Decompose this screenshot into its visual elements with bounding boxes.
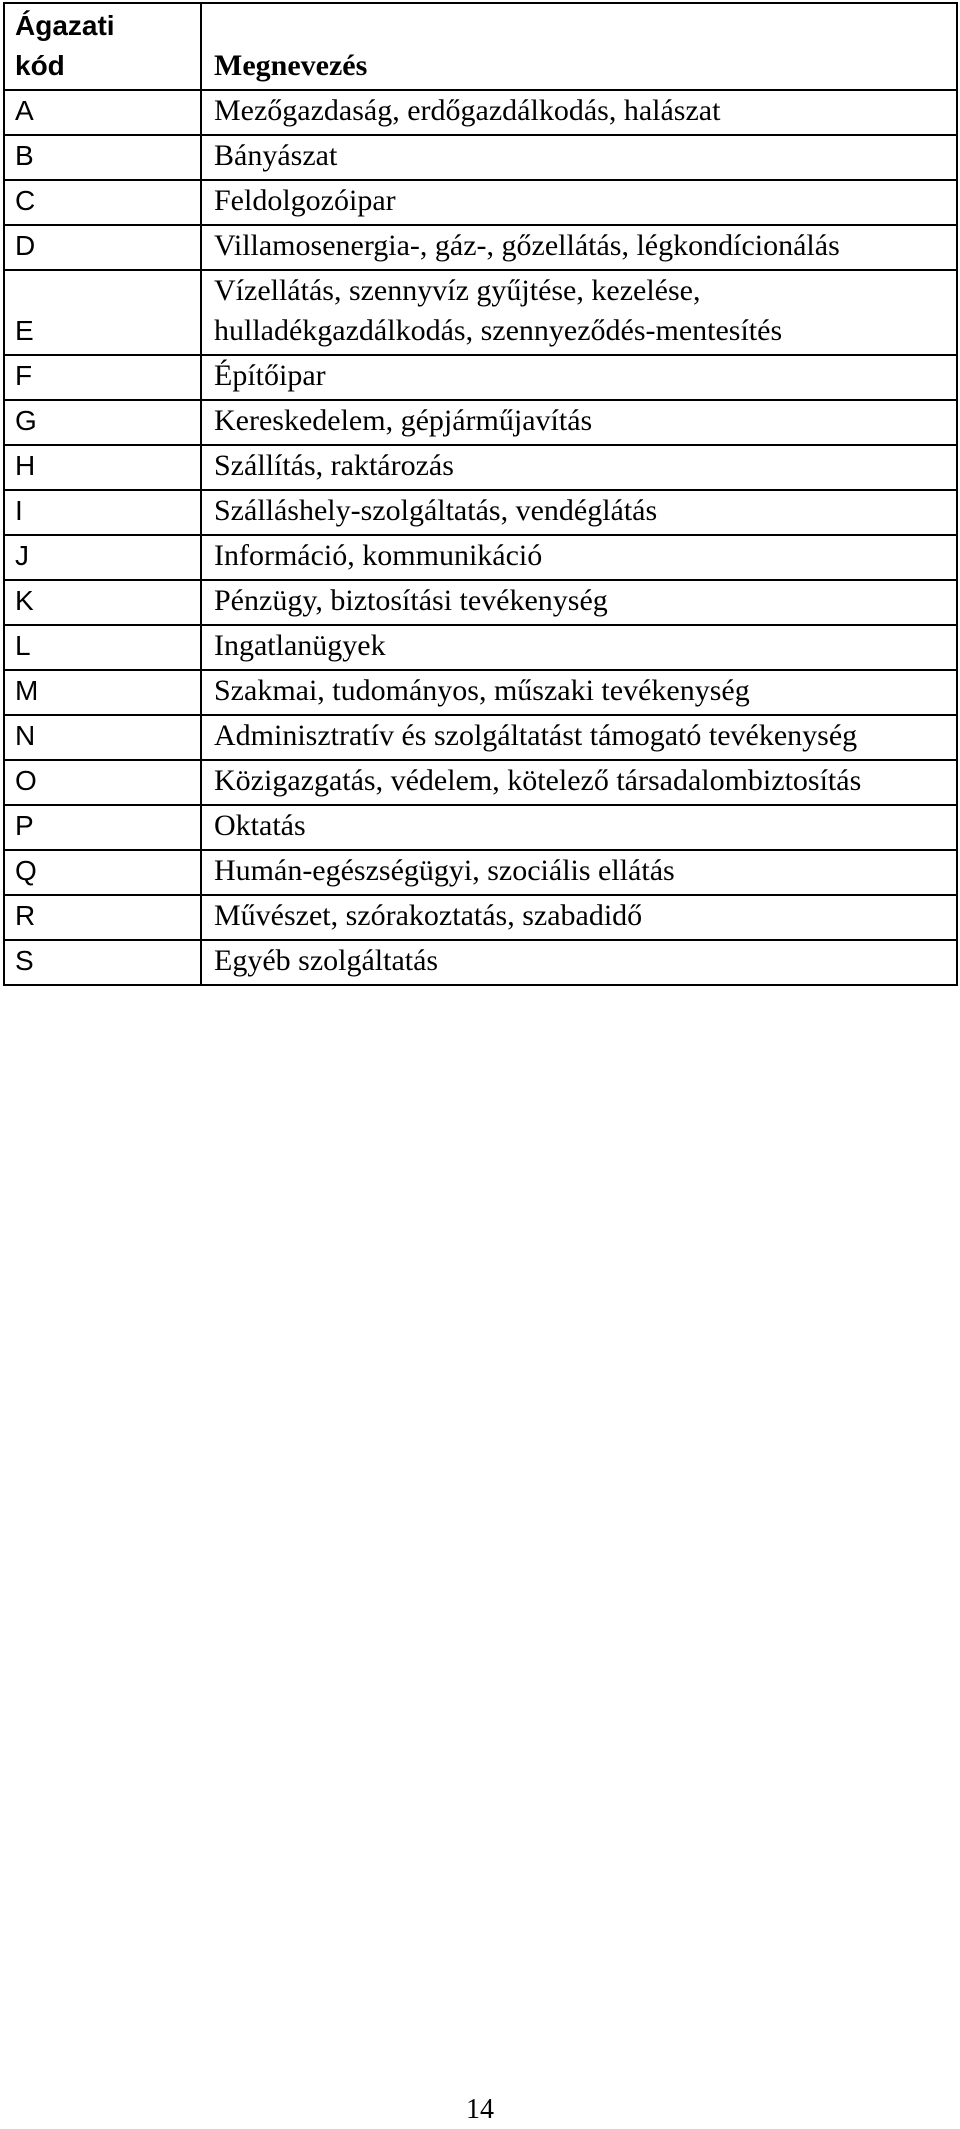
page-number: 14: [466, 2094, 494, 2125]
sector-code: R: [4, 895, 201, 940]
table-row: [4, 135, 957, 180]
table-row: [4, 940, 957, 985]
sector-name: Bányászat: [201, 135, 957, 180]
sector-name: Vízellátás, szennyvíz gyűjtése, kezelése, hulladékgazdálkodás, szennyeződés-mentesítés: [201, 270, 957, 355]
sector-code: Q: [4, 850, 201, 895]
table-row: [4, 670, 957, 715]
table-row: [4, 715, 957, 760]
sector-code: G: [4, 400, 201, 445]
sector-name: Villamosenergia-, gáz-, gőzellátás, légkondícionálás: [201, 225, 957, 270]
table-row: [4, 355, 957, 400]
sector-name: Mezőgazdaság, erdőgazdálkodás, halászat: [201, 90, 957, 135]
table-row: [4, 535, 957, 580]
table-row: [4, 270, 957, 355]
sector-name: Pénzügy, biztosítási tevékenység: [201, 580, 957, 625]
table-header-row: [4, 3, 957, 90]
table-row: [4, 225, 957, 270]
sector-code: S: [4, 940, 201, 985]
sector-code: I: [4, 490, 201, 535]
table-row: [4, 490, 957, 535]
sector-name: Művészet, szórakoztatás, szabadidő: [201, 895, 957, 940]
table-row: [4, 625, 957, 670]
sector-name: Kereskedelem, gépjárműjavítás: [201, 400, 957, 445]
table-row: [4, 895, 957, 940]
sector-name: Feldolgozóipar: [201, 180, 957, 225]
table-row: [4, 580, 957, 625]
sector-name: Információ, kommunikáció: [201, 535, 957, 580]
sector-code: P: [4, 805, 201, 850]
sector-code: O: [4, 760, 201, 805]
sector-code: E: [4, 270, 201, 355]
header-sector-code: Ágazati kód: [4, 3, 201, 90]
sector-code-table: [3, 2, 958, 986]
sector-name: Ingatlanügyek: [201, 625, 957, 670]
sector-code: C: [4, 180, 201, 225]
sector-code: F: [4, 355, 201, 400]
sector-code: K: [4, 580, 201, 625]
table-row: [4, 850, 957, 895]
sector-code: J: [4, 535, 201, 580]
table-row: [4, 760, 957, 805]
table-row: [4, 180, 957, 225]
sector-code: D: [4, 225, 201, 270]
sector-name: Adminisztratív és szolgáltatást támogató tevékenység: [201, 715, 957, 760]
sector-code: N: [4, 715, 201, 760]
table-row: [4, 805, 957, 850]
sector-name: Közigazgatás, védelem, kötelező társadalombiztosítás: [201, 760, 957, 805]
sector-name: Építőipar: [201, 355, 957, 400]
sector-name: Egyéb szolgáltatás: [201, 940, 957, 985]
sector-name: Szállítás, raktározás: [201, 445, 957, 490]
sector-code: H: [4, 445, 201, 490]
sector-name: Humán-egészségügyi, szociális ellátás: [201, 850, 957, 895]
sector-code: A: [4, 90, 201, 135]
sector-name: Szakmai, tudományos, műszaki tevékenység: [201, 670, 957, 715]
sector-code: L: [4, 625, 201, 670]
header-name: Megnevezés: [201, 3, 957, 90]
sector-name: Oktatás: [201, 805, 957, 850]
table-row: [4, 445, 957, 490]
sector-code: M: [4, 670, 201, 715]
sector-name: Szálláshely-szolgáltatás, vendéglátás: [201, 490, 957, 535]
table-row: [4, 90, 957, 135]
table-row: [4, 400, 957, 445]
sector-code: B: [4, 135, 201, 180]
